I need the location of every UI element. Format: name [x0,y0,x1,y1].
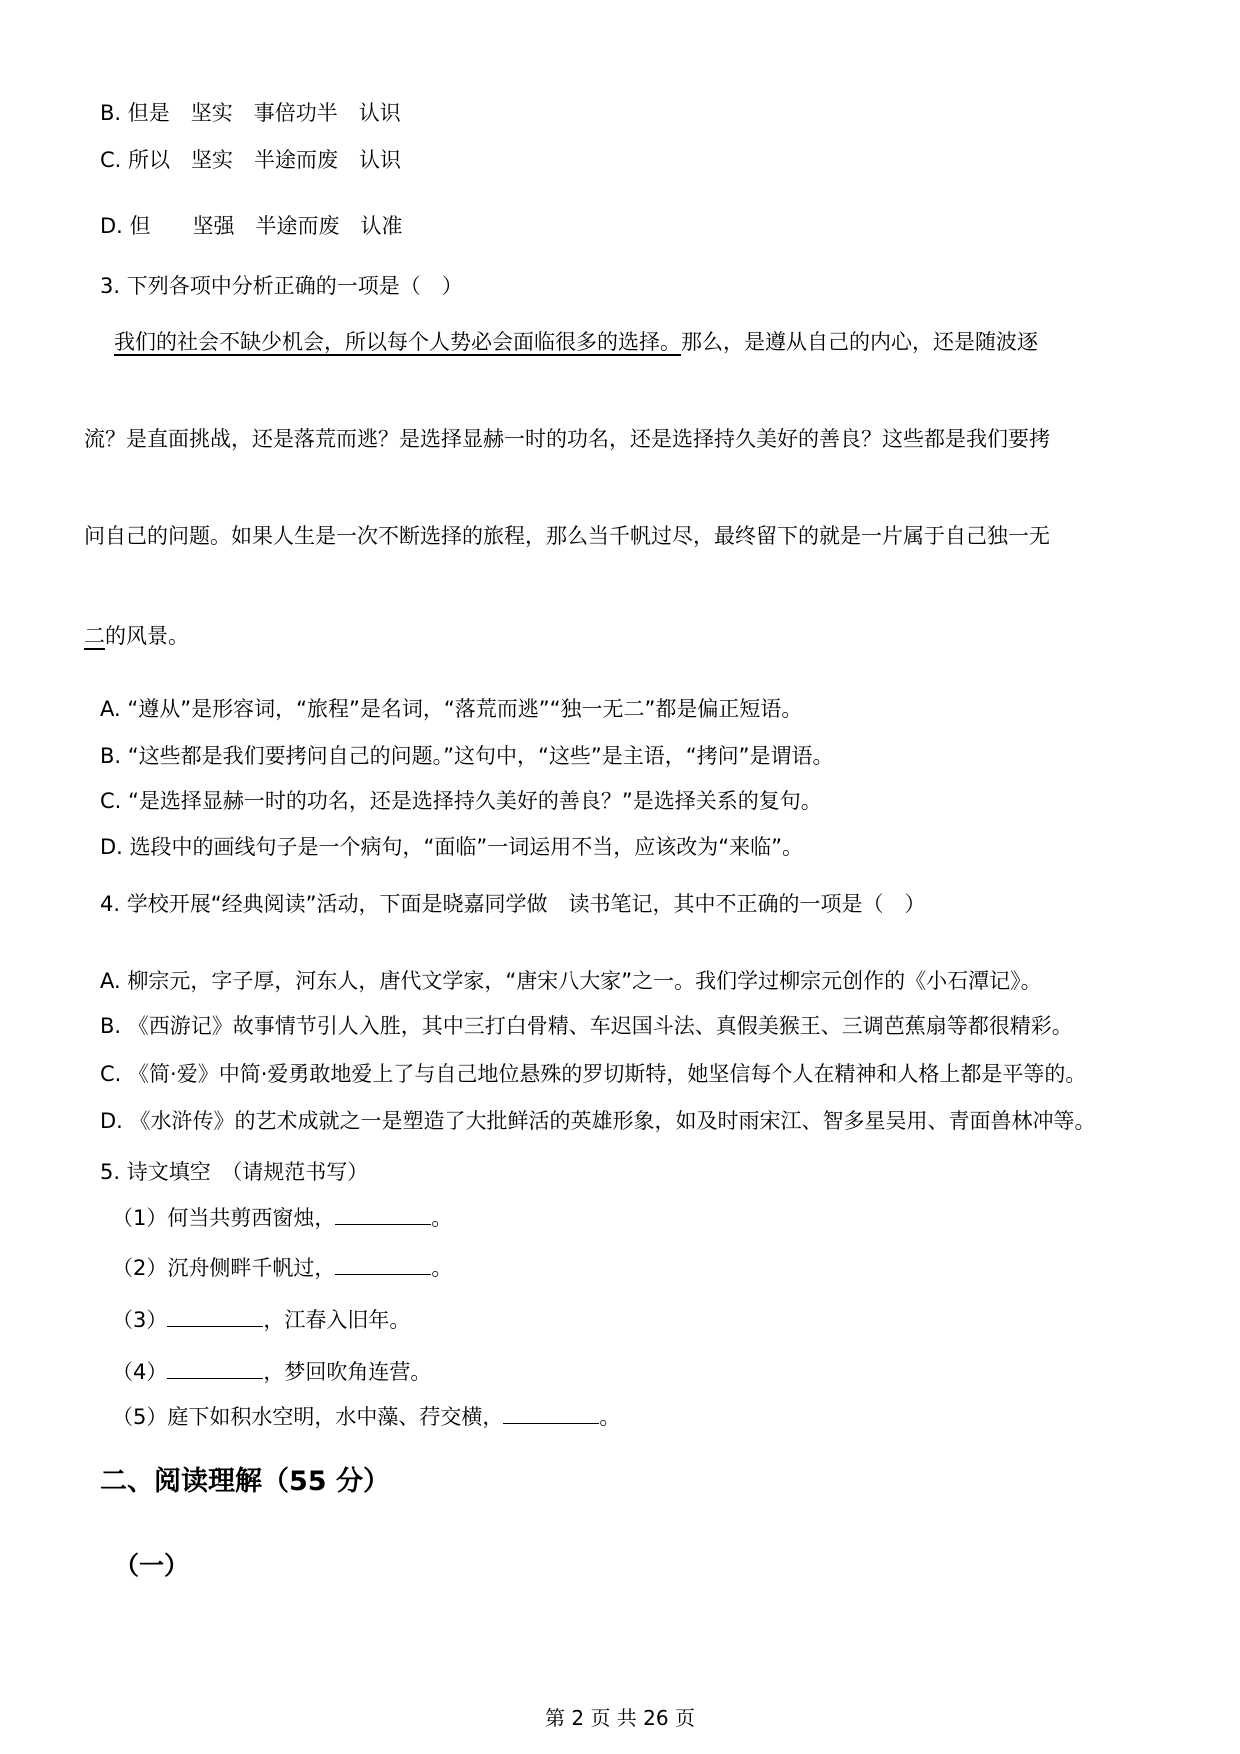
q3-option-d: D. 选段中的画线句子是一个病句，“面临”一词运用不当，应该改为“来临”。 [100,835,804,859]
emphasized-word: 遵从 [765,330,807,354]
q3-passage-line-1 [84,329,1152,355]
q3-option-c: C. “是选择显赫一时的功名，还是选择持久美好的善良？”是选择关系的复句。 [100,789,822,813]
fill-item-text: ，梦回吹角连营。 [263,1360,432,1384]
emphasized-word: 不正确 [715,892,779,916]
passage-text: 那么，是 [681,330,765,354]
emphasized-word: 旅程 [483,524,525,548]
fill-item-text: 。 [431,1206,453,1230]
q5-item-5 [112,1402,1152,1430]
q3-stem: 3. 下列各项中分析正确的一项是（ ） [100,274,463,298]
passage-text: 的风景。 [105,624,189,648]
stem-text: 4. 学校开展“经典阅读”活动，下面是晓嘉同学做 读书笔记，其中 [100,892,716,916]
emphasized-word: 二 [84,624,105,648]
q2-option-c: C. 所以 坚实 半途而废 认识 [100,148,402,172]
answer-blank [335,1203,431,1225]
section-heading: 二、阅读理解（55 分） [100,1466,390,1497]
q5-item-2 [112,1253,1152,1281]
fill-item-text: （2）沉舟侧畔千帆过， [112,1256,336,1280]
page-footer: 第 2 页 共 26 页 [545,1706,695,1730]
q2-option-b: B. 但是 坚实 事倍功半 认识 [100,101,401,125]
q4-option-d: D. 《水浒传》的艺术成就之一是塑造了大批鲜活的英雄形象，如及时雨宋江、智多星吴用、青面兽林冲等。 [100,1109,1096,1133]
fill-item-text: （3） [112,1308,168,1332]
passage-text: ？是选择显赫一时的功名，还是选择持久美好的善良？这些都是我们要拷 [378,427,1050,451]
stem-text: 的一项是（ ） [778,892,926,916]
answer-blank [167,1357,263,1379]
q2-option-d: D. 但 坚强 半途而废 认准 [100,214,403,238]
q3-passage-line-2 [84,426,1152,452]
q4-option-c: C. 《简·爱》中简·爱勇敢地爱上了与自己地位悬殊的罗切斯特，她坚信每个人在精神和人格上都是平等的。 [100,1062,1087,1086]
q5-stem: 5. 诗文填空 （请规范书写） [100,1160,369,1184]
passage-text: 问自己的问题。如果人生是一次不断选择的 [84,524,483,548]
passage-text: ，那么当千帆过尽，最终留下的就是一片属于自己 [525,524,987,548]
passage-text: 自己的内心，还是随波逐 [807,330,1038,354]
passage-text: 流？是直面挑战，还是 [84,427,294,451]
q5-item-4 [112,1357,1152,1385]
q3-passage-line-4 [84,623,1152,649]
answer-blank [167,1305,263,1327]
q4-stem [100,891,1152,917]
answer-blank [503,1402,599,1424]
q5-item-1 [112,1203,1152,1231]
q3-option-a: A. “遵从”是形容词，“旅程”是名词，“落荒而逃”“独一无二”都是偏正短语。 [100,697,803,721]
sub-section-heading: （一） [114,1551,190,1580]
q4-option-a: A. 柳宗元，字子厚，河东人，唐代文学家，“唐宋八大家”之一。我们学过柳宗元创作的《小石潭记》。 [100,969,1042,993]
fill-item-text: （1）何当共剪西窗烛， [112,1206,336,1230]
emphasized-word: 落荒而逃 [294,427,378,451]
underlined-sentence: 我们的社会不缺少机会，所以每个人势必会面临很多的选择。 [114,330,681,354]
fill-item-text: 。 [599,1405,621,1429]
q4-option-b: B. 《西游记》故事情节引人入胜，其中三打白骨精、车迟国斗法、真假美猴王、三调芭蕉扇等都很精彩。 [100,1014,1073,1038]
fill-item-text: （4） [112,1360,168,1384]
q5-item-3 [112,1305,1152,1333]
answer-blank [335,1253,431,1275]
fill-item-text: （5）庭下如积水空明，水中藻、荇交横， [112,1405,504,1429]
q3-option-b: B. “这些都是我们要拷问自己的问题。”这句中，“这些”是主语，“拷问”是谓语。 [100,744,834,768]
fill-item-text: 。 [431,1256,453,1280]
q3-passage-line-3 [84,523,1152,549]
fill-item-text: ，江春入旧年。 [263,1308,411,1332]
emphasized-word: 独一无 [987,524,1050,548]
